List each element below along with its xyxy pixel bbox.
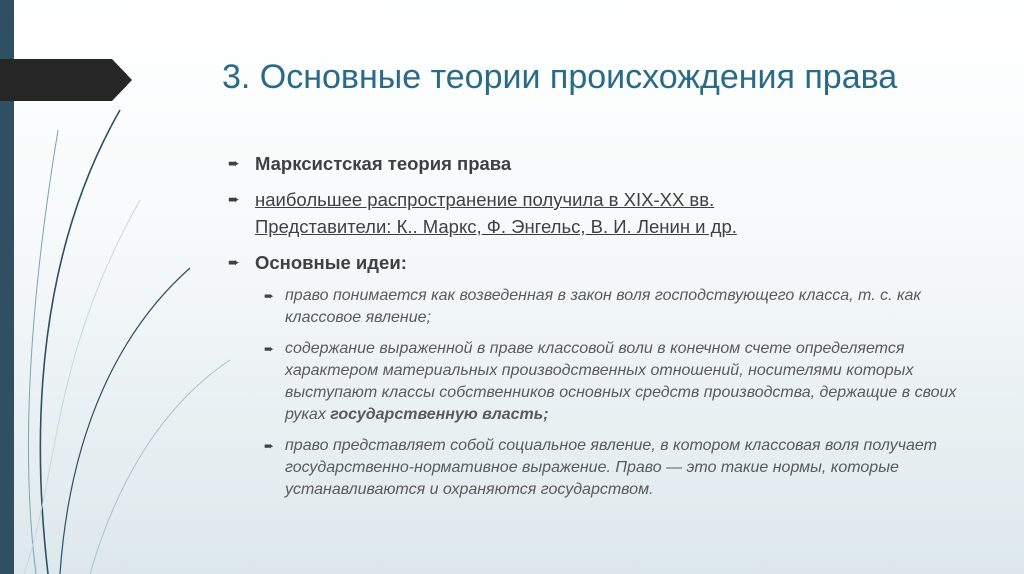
arrow-right-bullet-icon: ➨ xyxy=(228,191,240,207)
arrow-right-bullet-icon: ➨ xyxy=(228,155,240,171)
sub-list-item-emphasis: государственную власть; xyxy=(330,406,549,423)
list-item xyxy=(228,186,978,240)
sub-list-item-text: право представляет собой социальное явление, в котором классовая воля получает государственно-нормативное выражение. Право — это такие нормы, которые устанавливаются и охраняются государством. xyxy=(285,437,937,498)
arrow-right-bullet-icon: ➨ xyxy=(264,289,275,303)
sub-list-item xyxy=(228,338,978,426)
list-item-line2: Представители: К.. Маркс, Ф. Энгельс, В. И. Ленин и др. xyxy=(255,216,737,237)
list-item-text: Марксистская теория права xyxy=(255,153,512,174)
list-item-line1: наибольшее распространение получила в XIX-XX вв. xyxy=(255,189,715,210)
slide-title: 3. Основные теории происхождения права xyxy=(222,58,898,96)
list-item-text: Основные идеи: xyxy=(255,252,407,273)
title-accent-tab xyxy=(0,59,132,101)
arrow-right-bullet-icon: ➨ xyxy=(264,439,275,453)
slide-content xyxy=(228,150,978,510)
list-item xyxy=(228,150,978,177)
arrow-right-bullet-icon: ➨ xyxy=(264,342,275,356)
sub-list-item xyxy=(228,435,978,501)
sub-list-item xyxy=(228,285,978,329)
sub-list-item-text: содержание выраженной в праве классовой воли в конечном счете определяется характером материальных производственных отношений, носителями которых выступают классы собственников основных средств производства, держащие в своих руках xyxy=(285,340,957,423)
list-item xyxy=(228,249,978,276)
sub-list-item-text: право понимается как возведенная в закон воля господствующего класса, т. с. как классовое явление; xyxy=(285,287,921,326)
arrow-right-bullet-icon: ➨ xyxy=(228,254,240,270)
